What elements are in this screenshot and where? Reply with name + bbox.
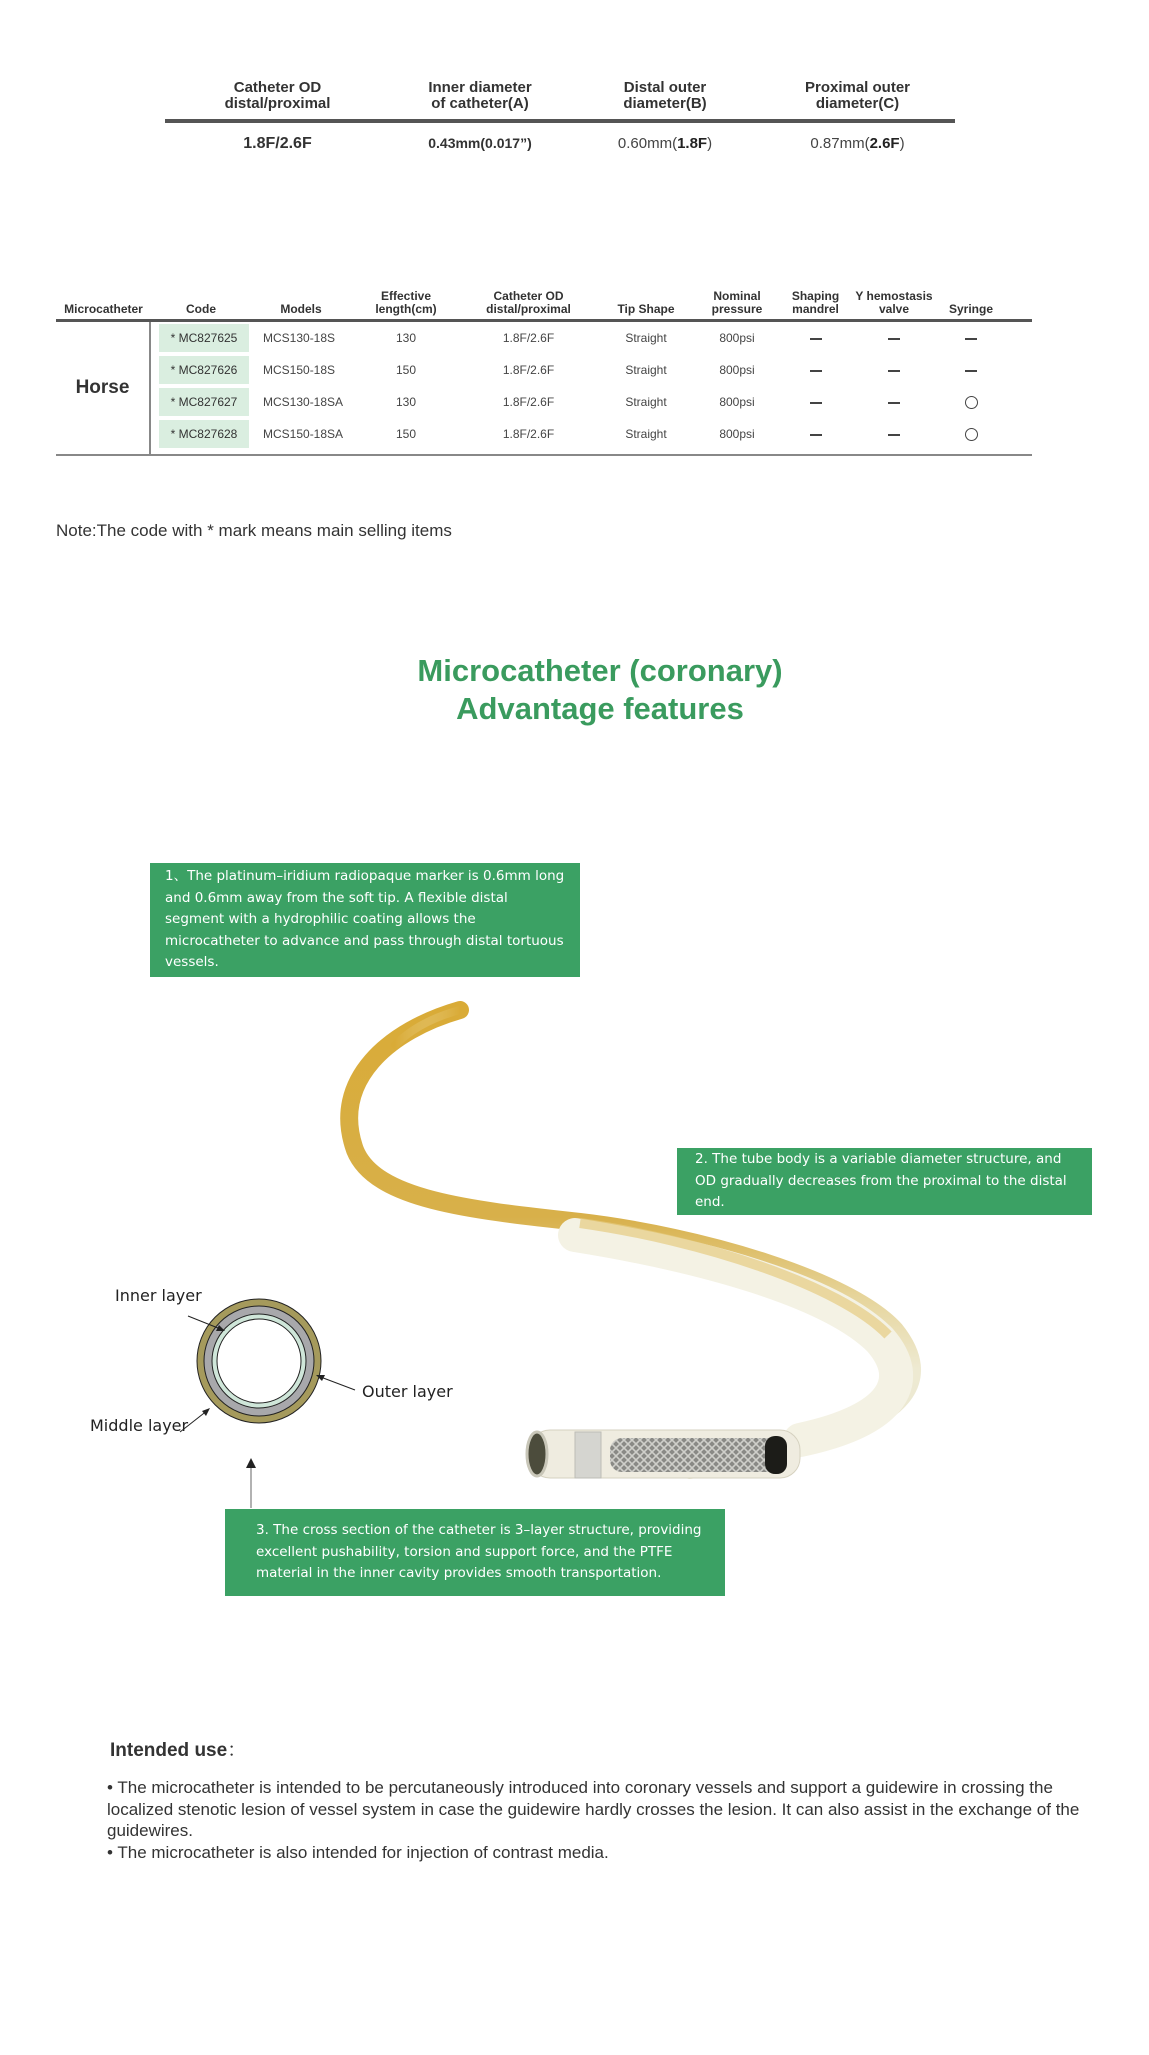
column-header-line: Effective <box>380 289 432 303</box>
product-group-label: Horse <box>56 322 151 454</box>
length-cell: 130 <box>395 331 417 345</box>
column-header-line: Code <box>186 302 216 316</box>
headline-line-1: Microcatheter (coronary) <box>417 653 783 688</box>
middle-layer-label: Middle layer <box>90 1416 189 1435</box>
column-header-line: Tip Shape <box>617 302 675 316</box>
column-header-line: length(cm) <box>375 302 437 316</box>
header-line: diameter(B) <box>623 95 707 112</box>
column-header-line: Nominal <box>713 289 761 303</box>
intended-use-section <box>107 1735 1097 1863</box>
header-line: diameter(C) <box>815 95 900 112</box>
product-code: * MC827628 <box>159 420 249 448</box>
tip-shape-cell: Straight <box>625 363 667 377</box>
header-line: Catheter OD <box>233 79 322 96</box>
column-header-line: Syringe <box>948 302 993 316</box>
tip-shape-cell: Straight <box>625 395 667 409</box>
pressure-cell: 800psi <box>719 395 755 409</box>
model-cell: MCS130-18S <box>263 331 336 345</box>
intended-use-bullet-1: • The microcatheter is intended to be percutaneously introduced into coronary vessels and support a guidewire in crossing the localized stenotic lesion of vessel system in case the guidewire hardly crosses the lesion. It can also assist in the exchange of the guidewires. <box>107 1778 1080 1840</box>
value-part: ) <box>707 135 713 152</box>
column-header-line: mandrel <box>792 302 839 316</box>
pressure-cell: 800psi <box>719 331 755 345</box>
cross-section-diagram <box>180 1299 355 1508</box>
main-selling-note: Note:The code with * mark means main selling items <box>56 521 452 540</box>
value-catheter-od: 1.8F/2.6F <box>243 135 312 152</box>
feature-callout-3 <box>225 1509 725 1596</box>
pressure-cell: 800psi <box>719 427 755 441</box>
lumen <box>217 1319 301 1403</box>
header-line: Distal outer <box>623 79 707 96</box>
length-cell: 130 <box>395 395 417 409</box>
header-line: Inner diameter <box>428 79 532 96</box>
tip-shape-cell: Straight <box>625 427 667 441</box>
column-header-line: Microcatheter <box>64 302 143 316</box>
header-line: Proximal outer <box>804 79 911 96</box>
header-line: distal/proximal <box>224 95 331 112</box>
pressure-cell: 800psi <box>719 363 755 377</box>
cutaway-edge <box>765 1436 787 1474</box>
value-part-bold: 1.8F <box>677 135 708 152</box>
od-cell: 1.8F/2.6F <box>502 363 555 377</box>
braided-mesh <box>610 1438 780 1472</box>
model-cell: MCS150-18SA <box>263 427 344 441</box>
length-cell: 150 <box>395 427 417 441</box>
value-inner-diameter: 0.43mm(0.017”) <box>428 135 532 151</box>
title-text: Intended use <box>110 1740 228 1761</box>
value-part: 0.60mm( <box>617 135 678 152</box>
product-code: * MC827626 <box>159 356 249 384</box>
arrowhead-icon <box>202 1408 210 1416</box>
inner-layer-label: Inner layer <box>115 1286 202 1305</box>
catheter-proximal-body <box>575 1235 896 1440</box>
od-cell: 1.8F/2.6F <box>502 427 555 441</box>
catheter-lumen-opening <box>527 1432 547 1476</box>
column-header-line: pressure <box>711 302 763 316</box>
outer-layer-pointer <box>318 1376 355 1390</box>
arrow-up-icon <box>246 1458 256 1468</box>
callout-text: 1、The platinum–iridium radiopaque marker is 0.6mm long and 0.6mm away from the soft tip. A flexible distal segment with a hydrophilic coating allows the microcatheter to advance and pass through distal tortuous vessels. <box>165 868 565 971</box>
model-cell: MCS150-18S <box>263 363 336 377</box>
outer-layer-label: Outer layer <box>362 1382 453 1401</box>
headline-line-2: Advantage features <box>456 691 744 726</box>
value-part: ) <box>899 135 905 152</box>
column-header-line: distal/proximal <box>486 302 571 316</box>
column-header-line: Y hemostasis <box>855 289 933 303</box>
product-code: * MC827625 <box>159 324 249 352</box>
length-cell: 150 <box>395 363 417 377</box>
value-part-bold: 2.6F <box>869 135 900 152</box>
callout-text: 3. The cross section of the catheter is 3–layer structure, providing excellent pushability, torsion and support force, and the PTFE material in the inner cavity provides smooth transportation. <box>256 1522 702 1582</box>
header-line: of catheter(A) <box>431 95 529 112</box>
catheter-body <box>349 1010 912 1478</box>
title-colon: ： <box>227 1740 247 1761</box>
tip-shape-cell: Straight <box>625 331 667 345</box>
model-cell: MCS130-18SA <box>263 395 344 409</box>
column-header-line: Catheter OD <box>493 289 564 303</box>
column-header-line: Shaping <box>791 289 840 303</box>
intended-use-bullet-2: • The microcatheter is also intended for injection of contrast media. <box>107 1842 609 1862</box>
product-code: * MC827627 <box>159 388 249 416</box>
feature-callout-2 <box>677 1148 1092 1215</box>
intended-use-title <box>110 1735 1097 1762</box>
marker-band <box>575 1432 601 1478</box>
column-header-line: valve <box>878 302 910 316</box>
column-header-line: Models <box>280 302 322 316</box>
feature-callout-1 <box>150 863 580 977</box>
od-cell: 1.8F/2.6F <box>502 395 555 409</box>
callout-text: 2. The tube body is a variable diameter structure, and OD gradually decreases from the proximal to the distal end. <box>695 1151 1067 1211</box>
value-part: 0.87mm( <box>810 135 870 152</box>
od-cell: 1.8F/2.6F <box>502 331 555 345</box>
